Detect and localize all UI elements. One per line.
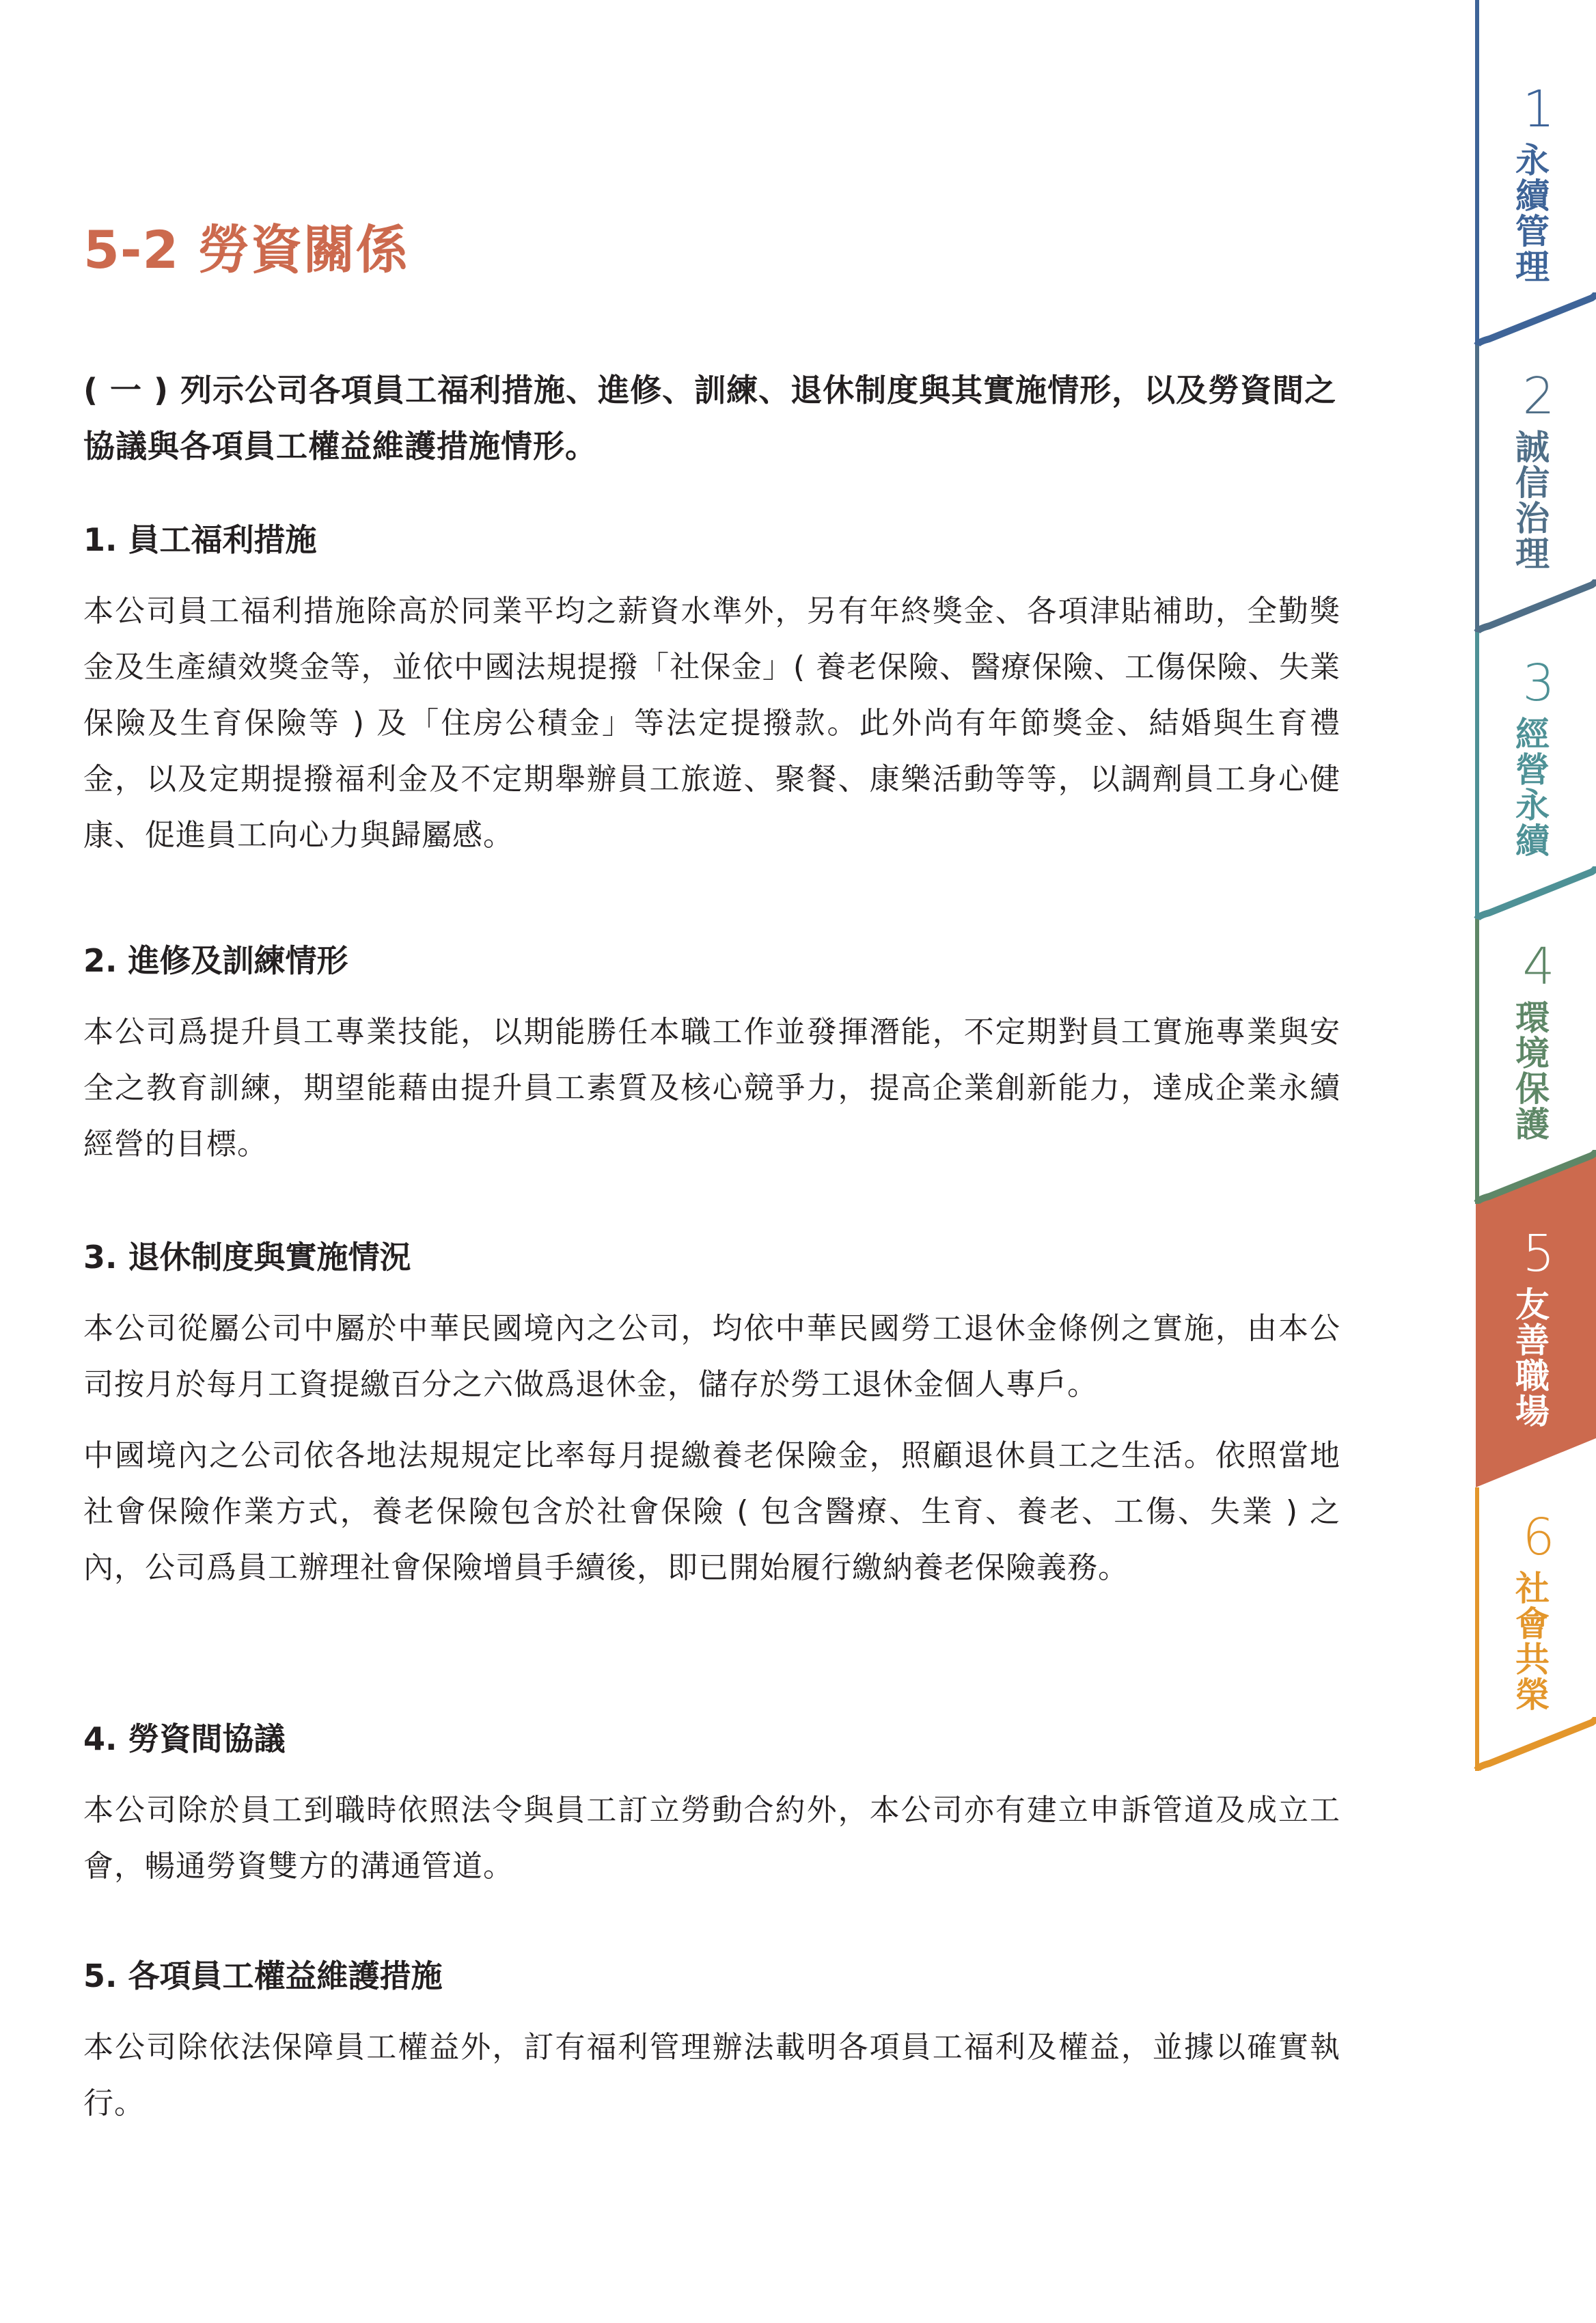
paragraph: 本公司員工福利措施除高於同業平均之薪資水準外，另有年終獎金、各項津貼補助，全勤獎金及生產績效獎金等，並依中國法規提撥「社保金」( 養老保險、醫療保險、工傷保險、失業保險及生育保險等 ) 及「住房公積金」等法定提撥款。此外尚有年節獎金、結婚與生育禮金，以及定期提撥福利金及不定期舉辦員工旅遊、聚餐、康樂活動等等，以調劑員工身心健康、促進員工向心力與歸屬感。 (83, 594, 1340, 853)
section-labor-agreement (83, 1718, 1340, 1910)
tab-label: 永續管理 (1510, 142, 1550, 284)
tab-number: 4 (1522, 937, 1555, 996)
section-employee-rights (83, 1955, 1340, 2147)
paragraph: 本公司爲提升員工專業技能，以期能勝任本職工作並發揮潛能，不定期對員工實施專業與安全之教育訓練，期望能藉由提升員工素質及核心競爭力，提高企業創新能力，達成企業永續經營的目標。 (83, 1015, 1340, 1162)
chapter-tab-3[interactable] (1469, 656, 1596, 858)
tab-label: 誠信治理 (1510, 429, 1550, 571)
paragraph: 本公司從屬公司中屬於中華民國境內之公司，均依中華民國勞工退休金條例之實施，由本公司按月於每月工資提繳百分之六做爲退休金，儲存於勞工退休金個人專戶。 (83, 1311, 1340, 1402)
section-heading: 5. 各項員工權益維護措施 (83, 1957, 443, 1994)
chapter-tab-4[interactable] (1469, 939, 1596, 1142)
tab-number: 1 (1522, 80, 1555, 139)
tab-number: 3 (1522, 654, 1555, 713)
tab-label: 經營永續 (1510, 716, 1550, 858)
tab-label: 環境保護 (1510, 1000, 1550, 1142)
section-retirement (83, 1237, 1340, 1611)
paragraph: 本公司除依法保障員工權益外，訂有福利管理辦法載明各項員工福利及權益，並據以確實執行。 (83, 2030, 1340, 2121)
section-heading: 3. 退休制度與實施情況 (83, 1239, 411, 1276)
tab-label: 友善職場 (1510, 1287, 1550, 1429)
tab-outline-graphic (1469, 0, 1596, 2323)
tab-label: 社會共榮 (1510, 1570, 1550, 1712)
tab-number: 2 (1522, 367, 1555, 426)
chapter-tab-1[interactable] (1469, 82, 1596, 284)
chapter-tab-2[interactable] (1469, 369, 1596, 571)
section-employee-benefits (83, 519, 1340, 879)
intro-heading: ( 一 ) 列示公司各項員工福利措施、進修、訓練、退休制度與其實施情形，以及勞資間之協議與各項員工權益維護措施情形。 (83, 372, 1337, 465)
chapter-tab-6[interactable] (1469, 1510, 1596, 1712)
paragraph: 中國境內之公司依各地法規規定比率每月提繳養老保險金，照顧退休員工之生活。依照當地社會保險作業方式，養老保險包含於社會保險 ( 包含醫療、生育、養老、工傷、失業 ) 之內，公司爲員工辦理社會保險增員手續後，即已開始履行繳納養老保險義務。 (83, 1438, 1340, 1585)
page-title: 5-2 勞資關係 (83, 219, 409, 280)
paragraph: 本公司除於員工到職時依照法令與員工訂立勞動合約外，本公司亦有建立申訴管道及成立工會，暢通勞資雙方的溝通管道。 (83, 1793, 1340, 1884)
chapter-tab-nav (1469, 0, 1596, 2323)
section-heading: 4. 勞資間協議 (83, 1720, 286, 1757)
section-heading: 1. 員工福利措施 (83, 521, 317, 558)
section-training (83, 940, 1340, 1187)
tab-number: 5 (1522, 1224, 1555, 1283)
section-heading: 2. 進修及訓練情形 (83, 942, 348, 979)
tab-number: 6 (1522, 1508, 1555, 1567)
chapter-tab-5-active[interactable] (1469, 1226, 1596, 1429)
